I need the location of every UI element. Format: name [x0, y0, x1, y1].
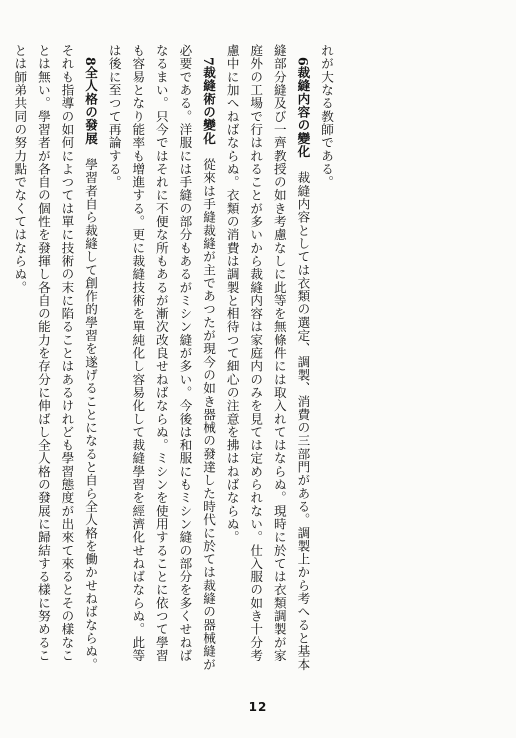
section-number: 8	[83, 56, 99, 66]
page-number: 12	[248, 700, 268, 714]
section-body: 學習者自ら裁縫して創作的學習を遂げることになると自ら全人格を働かせねばならぬ。それも指導の如何によつては單に技術の末に陷ることはあるけれども學習態度が出來て來るとその樣なことは無い。學習者が各自の個性を發揮し各自の能力を存分に伸ばし全人格の發展に歸結する樣に努めることは師弟共同の努力點でなくてはならぬ。	[12, 44, 99, 671]
paragraph-section-8	[8, 44, 102, 674]
section-body: 從來は手縫裁縫が主であつたが現今の如き器械の發達した時代に於ては裁縫の器械縫が必要である。洋服には手縫の部分もあるがミシン縫が多い。今後は和服にもミシン縫の部分を多くせねばなるまい。只今ではそれに不便な所もあるが漸次改良せねばならぬ。ミシンを使用することに依つて學習も容易となり能率も增進する。更に裁縫技術を單純化し容易化して裁縫學習を經濟化せねばならぬ。此等は後に至つて再論する。	[106, 44, 217, 671]
section-body: 裁縫内容としては衣類の選定、調製、消費の三部門がある。調製上から考へると基本縫部分縫及び一齊教授の如き考慮なしに此等を無條件には取入れてはならぬ。現時に於ては衣類調製が家庭外の工場で行はれることが多いから裁縫内容は家庭内のみを見ては定められない。仕入服の如き十分考慮中に加へねばならぬ。衣類の消費は調製と相待つて細心の注意を拂はねばならぬ。	[224, 44, 311, 671]
paragraph-section-7	[102, 44, 220, 674]
paragraph-section-6	[220, 44, 314, 674]
section-heading: 全人格の發展	[83, 65, 99, 145]
paragraph-continuation: れが大なる教師である。	[319, 44, 334, 189]
body-text	[12, 44, 338, 674]
section-number: 6	[295, 56, 311, 66]
section-number: 7	[201, 56, 217, 66]
section-heading: 裁縫内容の變化	[295, 65, 311, 158]
section-heading: 裁縫術の變化	[201, 65, 217, 145]
